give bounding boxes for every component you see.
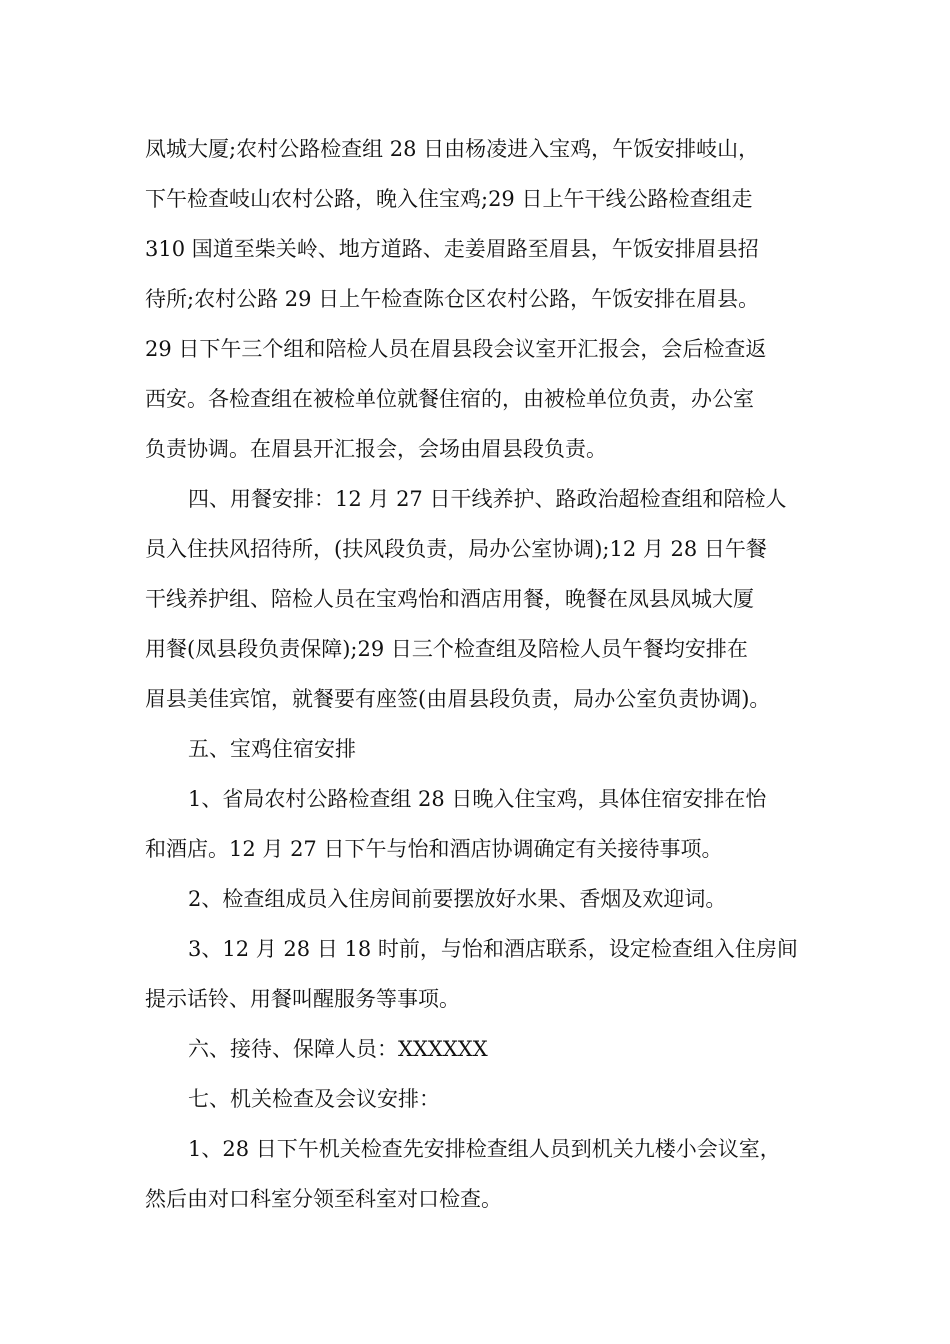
section-seven-item-1: [145, 1124, 845, 1224]
text-line: 四、用餐安排：12 月 27 日干线养护、路政治超检查组和陪检人: [188, 487, 787, 511]
text-line: 310 国道至柴关岭、地方道路、走姜眉路至眉县，午饭安排眉县招: [145, 237, 759, 261]
section-five-item-3: [145, 924, 845, 1024]
section-five-heading: [145, 724, 845, 774]
text-line: 2、检查组成员入住房间前要摆放好水果、香烟及欢迎词。: [188, 887, 727, 911]
document-body: [145, 124, 845, 1224]
text-line: 提示话铃、用餐叫醒服务等事项。: [145, 987, 460, 1011]
paragraph-itinerary-continued: [145, 124, 845, 474]
text-line: 1、省局农村公路检查组 28 日晚入住宝鸡，具体住宿安排在怡: [188, 787, 767, 811]
text-line: 用餐(凤县段负责保障);29 日三个检查组及陪检人员午餐均安排在: [145, 637, 748, 661]
text-line: 和酒店。12 月 27 日下午与怡和酒店协调确定有关接待事项。: [145, 837, 723, 861]
text-line: 七、机关检查及会议安排：: [188, 1087, 440, 1111]
text-line: 然后由对口科室分领至科室对口检查。: [145, 1187, 502, 1211]
text-line: 负责协调。在眉县开汇报会，会场由眉县段负责。: [145, 437, 607, 461]
text-line: 下午检查岐山农村公路，晚入住宝鸡;29 日上午干线公路检查组走: [145, 187, 753, 211]
section-five-item-2: [145, 874, 845, 924]
text-line: 凤城大厦;农村公路检查组 28 日由杨凌进入宝鸡，午饭安排岐山，: [145, 137, 760, 161]
section-seven-heading: [145, 1074, 845, 1124]
text-line: 眉县美佳宾馆，就餐要有座签(由眉县段负责，局办公室负责协调)。: [145, 687, 771, 711]
text-line: 1、28 日下午机关检查先安排检查组人员到机关九楼小会议室，: [188, 1137, 781, 1161]
text-line: 五、宝鸡住宿安排: [188, 737, 356, 761]
section-five-item-1: [145, 774, 845, 874]
text-line: 西安。各检查组在被检单位就餐住宿的，由被检单位负责，办公室: [145, 387, 754, 411]
section-four-meal-arrangements: [145, 474, 845, 724]
text-line: 六、接待、保障人员：XXXXXX: [188, 1037, 488, 1061]
section-six-staff: [145, 1024, 845, 1074]
text-line: 3、12 月 28 日 18 时前，与怡和酒店联系，设定检查组入住房间: [188, 937, 798, 961]
text-line: 待所;农村公路 29 日上午检查陈仓区农村公路，午饭安排在眉县。: [145, 287, 760, 311]
text-line: 29 日下午三个组和陪检人员在眉县段会议室开汇报会，会后检查返: [145, 337, 767, 361]
text-line: 员入住扶风招待所，(扶风段负责，局办公室协调);12 月 28 日午餐: [145, 537, 767, 561]
text-line: 干线养护组、陪检人员在宝鸡怡和酒店用餐，晚餐在凤县凤城大厦: [145, 587, 754, 611]
